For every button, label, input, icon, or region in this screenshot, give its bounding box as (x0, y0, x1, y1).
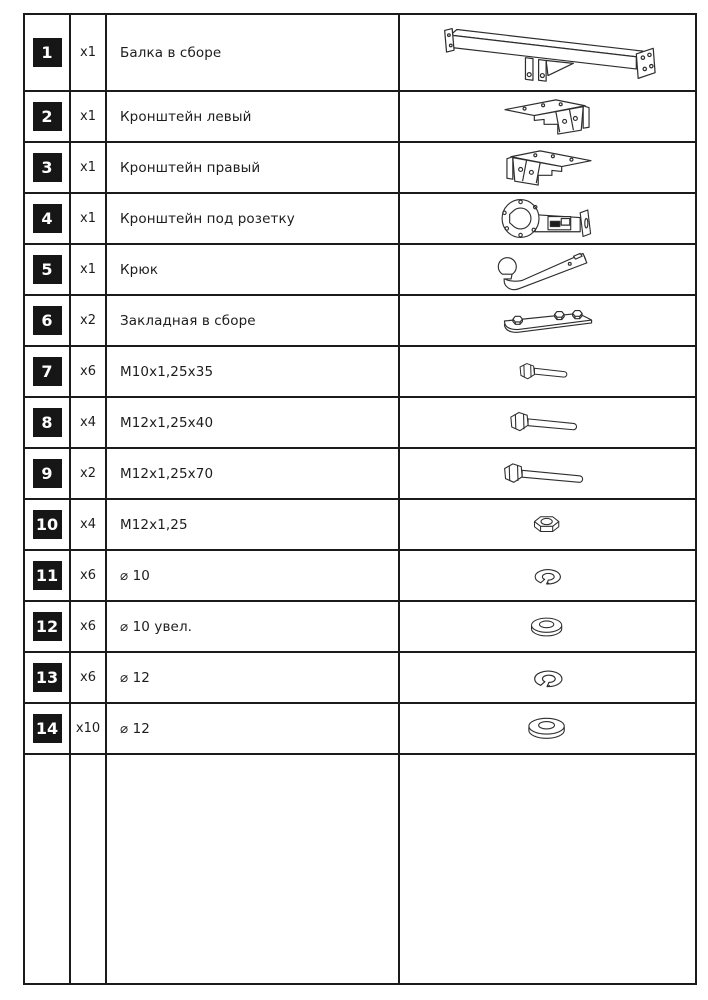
item-number-cell (25, 245, 71, 294)
item-description-cell (107, 551, 400, 600)
item-quantity: x4 (80, 517, 96, 532)
empty-row (25, 755, 695, 983)
item-quantity-cell (71, 551, 107, 600)
item-quantity-cell (71, 92, 107, 141)
item-number-cell (25, 653, 71, 702)
item-image-cell (400, 194, 695, 243)
item-number-cell (25, 602, 71, 651)
item-quantity: x2 (80, 313, 96, 328)
bracket-right-icon (499, 146, 597, 189)
item-description-cell (107, 653, 400, 702)
spring-washer-small-icon (529, 564, 566, 588)
item-quantity: x1 (80, 211, 96, 226)
item-description: ⌀ 10 (120, 567, 150, 584)
item-quantity-cell (71, 15, 107, 90)
item-description-cell (107, 296, 400, 345)
empty-description-cell (107, 755, 400, 983)
item-quantity: x4 (80, 415, 96, 430)
bolt-medium-icon (506, 408, 590, 437)
item-image-cell (400, 15, 695, 90)
flat-washer-large-icon (524, 715, 571, 742)
table-row (25, 92, 695, 143)
item-description-cell (107, 602, 400, 651)
table-row (25, 398, 695, 449)
item-description: Крюк (120, 261, 159, 278)
item-quantity-cell (71, 449, 107, 498)
item-quantity-cell (71, 704, 107, 753)
table-row (25, 194, 695, 245)
bolt-long-icon (500, 459, 596, 489)
table-row (25, 653, 695, 704)
item-image-cell (400, 347, 695, 396)
item-image-cell (400, 653, 695, 702)
item-quantity-cell (71, 398, 107, 447)
item-description: М12х1,25 (120, 516, 188, 533)
item-description: Кронштейн под розетку (120, 210, 295, 227)
item-description: ⌀ 12 (120, 669, 150, 686)
item-description: Кронштейн левый (120, 108, 252, 125)
item-description: М12х1,25х70 (120, 465, 214, 482)
item-description-cell (107, 449, 400, 498)
item-image-cell (400, 602, 695, 651)
hook-icon (492, 245, 604, 294)
item-description-cell (107, 194, 400, 243)
item-number-badge: 13 (33, 663, 62, 692)
item-number-badge: 7 (33, 357, 62, 386)
beam-assembly-icon (432, 22, 664, 84)
item-number-cell (25, 296, 71, 345)
bracket-left-icon (499, 95, 597, 138)
item-image-cell (400, 500, 695, 549)
empty-image-cell (400, 755, 695, 983)
item-quantity: x6 (80, 670, 96, 685)
table-row (25, 602, 695, 653)
item-number-cell (25, 143, 71, 192)
item-image-cell (400, 245, 695, 294)
item-quantity-cell (71, 347, 107, 396)
table-row (25, 449, 695, 500)
item-number-badge: 9 (33, 459, 62, 488)
item-number-badge: 14 (33, 714, 62, 743)
item-quantity-cell (71, 143, 107, 192)
item-quantity-cell (71, 653, 107, 702)
spring-washer-large-icon (528, 665, 568, 691)
bolt-short-icon (515, 359, 581, 385)
item-quantity: x1 (80, 109, 96, 124)
parts-table (23, 13, 697, 985)
item-number-cell (25, 500, 71, 549)
item-description: М10х1,25х35 (120, 363, 214, 380)
socket-bracket-icon (495, 194, 601, 243)
item-image-cell (400, 551, 695, 600)
item-quantity: x1 (80, 45, 96, 60)
item-description: М12х1,25х40 (120, 414, 214, 431)
table-row (25, 143, 695, 194)
item-quantity: x6 (80, 568, 96, 583)
item-number-badge: 12 (33, 612, 62, 641)
item-image-cell (400, 143, 695, 192)
item-description: ⌀ 12 (120, 720, 150, 737)
hex-nut-icon (531, 512, 564, 538)
table-row (25, 500, 695, 551)
table-row (25, 296, 695, 347)
item-number-badge: 8 (33, 408, 62, 437)
item-description-cell (107, 398, 400, 447)
item-number-cell (25, 449, 71, 498)
item-number-badge: 4 (33, 204, 62, 233)
item-number-badge: 10 (33, 510, 62, 539)
item-number-cell (25, 92, 71, 141)
item-description-cell (107, 347, 400, 396)
item-number-cell (25, 398, 71, 447)
item-number-cell (25, 15, 71, 90)
item-number-badge: 3 (33, 153, 62, 182)
item-number-badge: 11 (33, 561, 62, 590)
table-row (25, 551, 695, 602)
empty-number-cell (25, 755, 71, 983)
item-description: Балка в сборе (120, 44, 222, 61)
item-image-cell (400, 296, 695, 345)
item-description: ⌀ 10 увел. (120, 618, 193, 635)
item-description-cell (107, 15, 400, 90)
table-row (25, 704, 695, 755)
item-quantity-cell (71, 296, 107, 345)
item-image-cell (400, 704, 695, 753)
item-number-cell (25, 194, 71, 243)
item-quantity: x6 (80, 364, 96, 379)
table-row (25, 347, 695, 398)
item-description-cell (107, 143, 400, 192)
item-description: Кронштейн правый (120, 159, 261, 176)
item-quantity: x6 (80, 619, 96, 634)
item-description-cell (107, 704, 400, 753)
item-image-cell (400, 449, 695, 498)
item-number-cell (25, 551, 71, 600)
item-description-cell (107, 500, 400, 549)
item-quantity: x1 (80, 160, 96, 175)
item-number-badge: 6 (33, 306, 62, 335)
item-quantity: x10 (75, 721, 101, 736)
item-quantity-cell (71, 194, 107, 243)
item-image-cell (400, 398, 695, 447)
empty-quantity-cell (71, 755, 107, 983)
item-quantity-cell (71, 602, 107, 651)
item-number-badge: 2 (33, 102, 62, 131)
item-description-cell (107, 92, 400, 141)
item-number-cell (25, 347, 71, 396)
item-number-badge: 5 (33, 255, 62, 284)
item-description: Закладная в сборе (120, 312, 256, 329)
mounting-plate-icon (489, 303, 607, 339)
item-image-cell (400, 92, 695, 141)
item-quantity-cell (71, 245, 107, 294)
table-row (25, 245, 695, 296)
flat-washer-small-icon (527, 615, 568, 639)
item-description-cell (107, 245, 400, 294)
item-number-cell (25, 704, 71, 753)
table-row (25, 15, 695, 92)
item-quantity: x1 (80, 262, 96, 277)
item-quantity: x2 (80, 466, 96, 481)
item-number-badge: 1 (33, 38, 62, 67)
item-quantity-cell (71, 500, 107, 549)
